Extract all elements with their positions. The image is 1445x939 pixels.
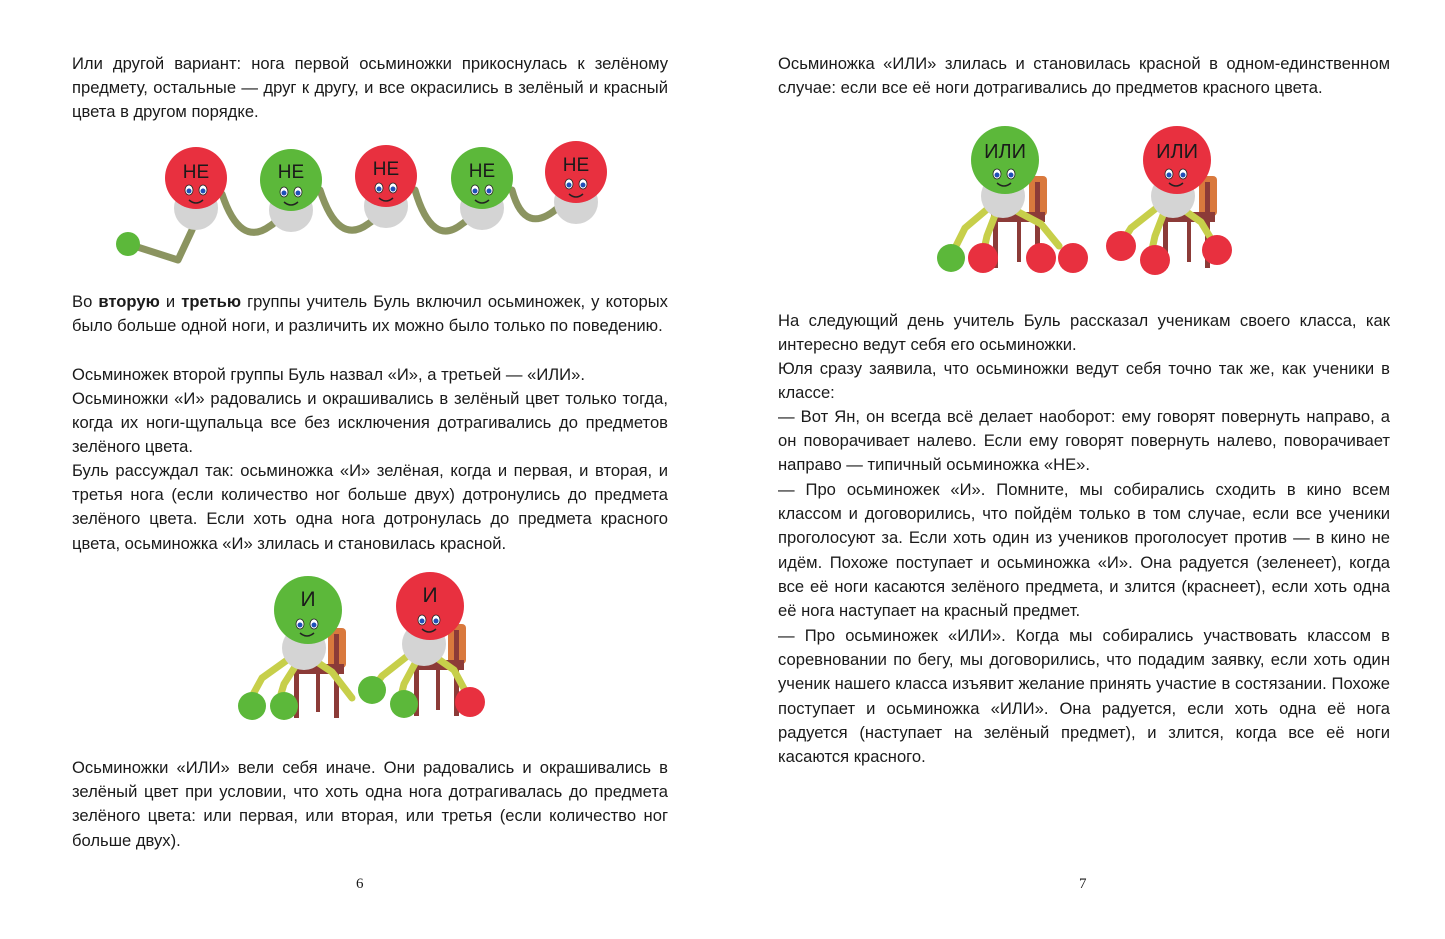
left-paragraph-1: [72, 52, 668, 125]
octopus-label: НЕ: [562, 155, 590, 176]
octopus-not-1: [165, 147, 227, 230]
and-octopus-illustration: [232, 572, 494, 722]
green-object: [937, 244, 965, 272]
green-object: [270, 692, 298, 720]
left-paragraph-3: Осьминожек второй группы Буль назвал «И», а третьей — «ИЛИ».: [72, 365, 585, 384]
page-number-left: 6: [356, 876, 364, 892]
octopus-label: ИЛИ: [984, 141, 1026, 163]
right-paragraph-5: — Про осьминожек «И». Помните, мы собирались сходить в кино всем классом и договорились, что пойдём только в том случае, если все ученики проголосуют за. Если хоть один из учеников проголосует против — в кино не идём. Похоже поступает и осьминожка «И». Она радуется (зеленеет), когда все её ноги касаются зелёного предмета, и злится (краснеет), если хоть одна её нога наступает на красный предмет.: [778, 480, 1390, 621]
left-paragraph-4: Осьминожки «И» радовались и окрашивались в зелёный цвет только тогда, когда их ноги-щупальца все без исключения дотрагивались до предметов зелёного цвета.: [72, 389, 668, 457]
right-paragraph-2: На следующий день учитель Буль рассказал ученикам своего класса, как интересно ведут себя его осьминожки.: [778, 311, 1390, 355]
red-object: [1026, 243, 1056, 273]
red-object: [1058, 243, 1088, 273]
red-object: [1202, 235, 1232, 265]
left-paragraph-6: Осьминожки «ИЛИ» вели себя иначе. Они радовались и окрашивались в зелёный цвет при условии, что хоть одна нога дотрагивалась до предмета зелёного цвета: или первая, или вторая, или третья (если количество ног больше двух).: [72, 758, 668, 850]
octopus-not-2: [260, 149, 322, 232]
green-object: [238, 692, 266, 720]
para2-end: группы учитель Буль включил осьминожек, у которых было больше одной ноги, и различить их можно было только по поведению.: [72, 292, 668, 336]
right-paragraph-4: — Вот Ян, он всегда всё делает наоборот: ему говорят повернуть направо, а он поворачивает налево. Если ему говорят повернуть налево, поворачивает направо — типичный осьминожка «НЕ».: [778, 407, 1390, 475]
red-object: [1140, 245, 1170, 275]
green-object: [358, 676, 386, 704]
red-object: [968, 243, 998, 273]
octopus-or-1: [971, 126, 1039, 218]
or-octopus-illustration: [933, 124, 1233, 278]
right-page: [723, 0, 1445, 939]
octopus-label: НЕ: [372, 159, 400, 180]
right-paragraph-1: Осьминожка «ИЛИ» злилась и становилась красной в одном-единственном случае: если все её ноги дотрагивались до предметов красного цвета.: [778, 54, 1390, 98]
octopus-label: И: [422, 584, 438, 607]
octopus-label: НЕ: [182, 162, 210, 183]
right-paragraph-3: Юля сразу заявила, что осьминожки ведут себя точно так же, как ученики в классе:: [778, 359, 1390, 403]
left-paragraph-2: [72, 290, 668, 338]
octopus-label: ИЛИ: [1156, 141, 1198, 163]
octopus-not-3: [355, 145, 417, 228]
not-octopus-chain-illustration: [110, 138, 610, 270]
red-object: [1106, 231, 1136, 261]
left-page: [0, 0, 722, 939]
para2-start: Во: [72, 292, 99, 311]
green-object: [390, 690, 418, 718]
left-paragraph-5: Буль рассуждал так: осьминожка «И» зелёная, когда и первая, и вторая, и третья нога (если количество ног больше двух) дотронулись до предмета зелёного цвета. Если хоть одна нога дотронулась до предмета красного цвета, осьминожка «И» злилась и становилась красной.: [72, 461, 668, 553]
green-object: [116, 232, 140, 256]
right-paragraph-6: — Про осьминожек «ИЛИ». Когда мы собирались участвовать классом в соревновании по бегу, мы договорились, что подадим заявку, если хоть один ученик нашего класса изъявит желание принять участие в состязании. Похоже поступает и осьминожка «ИЛИ». Она радуется, если хоть одна её нога радуется (наступает на зелёный предмет), и злится, когда все её ноги касаются красного.: [778, 626, 1390, 767]
para2-mid: и: [159, 292, 182, 311]
red-object: [455, 687, 485, 717]
page-number-right: 7: [1079, 876, 1087, 892]
left-paragraph-1-text: Или другой вариант: нога первой осьминожки прикоснулась к зелёному предмету, остальные — друг к другу, и все окрасились в зелёный и красный цвета в другом порядке.: [72, 54, 668, 122]
para2-bold-second: вторую: [98, 292, 160, 311]
para2-bold-third: третью: [181, 292, 241, 311]
octopus-not-4: [451, 147, 513, 230]
octopus-label: НЕ: [468, 161, 496, 182]
octopus-label: НЕ: [277, 162, 305, 183]
octopus-label: И: [300, 588, 316, 611]
